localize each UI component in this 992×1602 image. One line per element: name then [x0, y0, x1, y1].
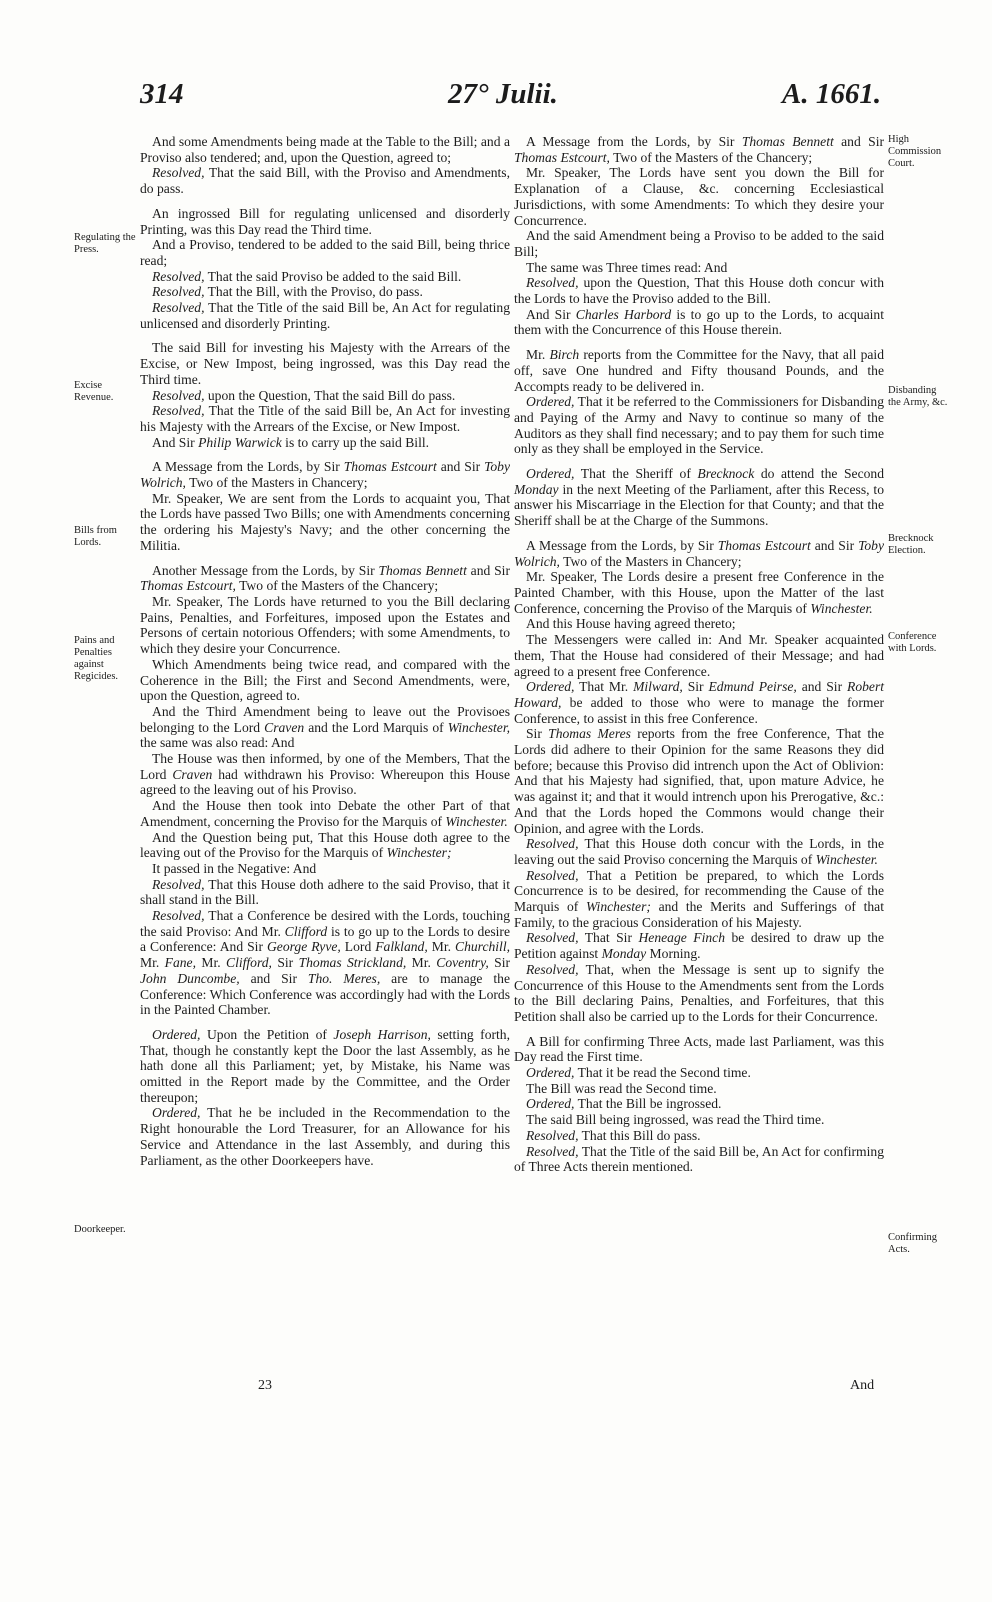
paragraph: Resolved, That the Title of the said Bill be, An Act for regulating unlicensed and disorderly Printing. [140, 300, 510, 331]
margin-note-bills-from-lords: Bills from Lords. [74, 525, 117, 548]
header-date: 27° Julii. [448, 78, 558, 110]
paragraph: And a Proviso, tendered to be added to the said Bill, being thrice read; [140, 237, 510, 268]
paragraph: Another Message from the Lords, by Sir Thomas Bennett and Sir Thomas Estcourt, Two of the Masters of the Chancery; [140, 562, 510, 594]
paragraph: And the said Amendment being a Proviso to be added to the said Bill; [514, 228, 884, 259]
paragraph: The Messengers were called in: And Mr. Speaker acquainted them, That the House had considered of their Message; and had agreed to a present free Conference. [514, 632, 884, 679]
paragraph: Mr. Speaker, The Lords desire a present free Conference in the Painted Chamber, with this House, upon the Matter of the last Conference, concerning the Proviso of the Marquis of Winchester. [514, 569, 884, 616]
paragraph: The Bill was read the Second time. [526, 1080, 717, 1096]
header-year: A. 1661. [782, 78, 882, 110]
paragraph: Resolved, upon the Question, That this House doth concur with the Lords to have the Proviso added to the Bill. [514, 275, 884, 307]
paragraph: And this House having agreed thereto; [526, 616, 736, 632]
paragraph: Ordered, That it be referred to the Commissioners for Disbanding and Paying of the Army and Navy to continue so many of the Auditors as they shall find necessary; and to pay them for such time only as they shall be employed in the Service. [514, 394, 884, 457]
paragraph: Resolved, That the said Proviso be added to the said Bill. [152, 268, 462, 284]
paragraph: Resolved, That the Title of the said Bill be, An Act for investing his Majesty with the Arrears of the Excise, or New Impost. [140, 403, 510, 434]
paragraph: Resolved, That the Bill, with the Proviso, do pass. [152, 284, 423, 300]
paragraph: It passed in the Negative: And [152, 860, 317, 876]
paragraph: Resolved, That the Title of the said Bill be, An Act for confirming of Three Acts therein mentioned. [514, 1143, 884, 1175]
paragraph: A Message from the Lords, by Sir Thomas Estcourt and Sir Toby Wolrich, Two of the Masters in Chancery; [514, 537, 885, 569]
paragraph: Ordered, Upon the Petition of Joseph Harrison, setting forth, That, though he constantly kept the Door the last Assembly, as he hath done all this Parliament; yet, by Mistake, his Name was omitted in the Report made by the Committee, and the Order thereupon; [140, 1026, 510, 1105]
paragraph: Resolved, upon the Question, That the said Bill do pass. [152, 387, 456, 403]
paragraph: Resolved, That this House doth concur with the Lords, in the leaving out the said Proviso concerning the Marquis of Winchester. [514, 836, 884, 867]
paragraph: And Sir Charles Harbord is to go up to the Lords, to acquaint them with the Concurrence of this House therein. [514, 306, 884, 338]
paragraph: And Sir Philip Warwick is to carry up the said Bill. [152, 434, 430, 450]
paragraph: Resolved, That the said Bill, with the Proviso and Amendments, do pass. [140, 165, 510, 197]
left-column [140, 134, 510, 1168]
running-header [0, 78, 992, 118]
paragraph: Mr. Birch reports from the Committee for the Navy, that all paid off, save One hundred and Fifty thousand Pounds, and the Accompts ready to be delivered in. [514, 347, 884, 394]
margin-note-pains-penalties: Pains and Penalties against Regicides. [74, 635, 119, 682]
right-column [514, 134, 884, 1175]
signature-mark: 23 [258, 1378, 272, 1393]
paragraph: The said Bill for investing his Majesty with the Arrears of the Excise, or New Impost, being ingrossed, was this Day read the Third time. [140, 340, 510, 387]
paragraph: Resolved, That a Conference be desired with the Lords, touching the said Proviso: And Mr. Clifford is to go up to the Lords to desire a Conference: And Sir George Ryve, Lord Falkland, Mr. Churchill, Mr. Fane, Mr. Clifford, Sir Thomas Strickland, Mr. Coventry, Sir John Duncombe, and Sir Tho. Meres, are to manage the Conference: Which Conference was accordingly had with the Lords in the Painted Chamber. [140, 908, 511, 1018]
paragraph: Which Amendments being twice read, and compared with the Coherence in the Bill; the First and Second Amendments, were, upon the Question, agreed to. [140, 656, 510, 704]
paragraph: The same was Three times read: And [526, 259, 728, 275]
paragraph: Resolved, That this House doth adhere to the said Proviso, that it shall stand in the Bill. [140, 876, 510, 908]
paragraph: Mr. Speaker, We are sent from the Lords to acquaint you, That the Lords have passed Two Bills; one with Amendments concerning the ordering his Majesty's Navy; and the other concerning the Militia. [140, 490, 510, 553]
page-number: 314 [140, 78, 184, 110]
paragraph: A Bill for confirming Three Acts, made last Parliament, was this Day read the First time. [514, 1033, 884, 1065]
paragraph: Mr. Speaker, The Lords have returned to you the Bill declaring Pains, Penalties, and Forfeitures, imposed upon the Estates and Persons of certain notorious Offenders; with some Amendments, to which they desire your Concurrence. [140, 593, 510, 657]
paragraph: Ordered, That the Sheriff of Brecknock do attend the Second Monday in the next Meeting of the Parliament, after this Recess, to answer his Miscarriage in the Election for that County; and that the Sheriff shall be at the Charge of the Summons. [514, 466, 885, 529]
paragraph: And the Third Amendment being to leave out the Provisoes belonging to the Lord Craven and the Lord Marquis of Winchester, the same was also read: And [140, 703, 510, 751]
margin-note-conference: Conference with Lords. [888, 631, 937, 654]
paragraph: And the Question being put, That this House doth agree to the leaving out of the Proviso for the Marquis of Winchester; [140, 829, 510, 861]
paragraph: A Message from the Lords, by Sir Thomas Estcourt and Sir Toby Wolrich, Two of the Masters in Chancery; [140, 459, 511, 491]
margin-note-high-commission: High Commission Court. [888, 134, 942, 169]
paragraph: The said Bill being ingrossed, was read the Third time. [526, 1112, 825, 1128]
paragraph: Sir Thomas Meres reports from the free Conference, That the Lords did adhere to their Opinion for the same Reasons they did before; because this Proviso did intrench upon the Act of Oblivion: And that his Majesty had signified, that, upon mature Advice, he was against it; and that it would intrench upon his Prerogative, &c.: And that the Lords hoped the Commons would change their Opinion, and agree with the Lords. [514, 726, 884, 836]
paragraph: Ordered, That it be read the Second time. [526, 1065, 751, 1081]
paragraph: Resolved, That this Bill do pass. [526, 1127, 701, 1143]
paragraph: And the House then took into Debate the other Part of that Amendment, concerning the Proviso for the Marquis of Winchester. [140, 798, 510, 829]
margin-note-disbanding-army: Disbanding the Army, &c. [888, 385, 948, 408]
margin-note-confirming: Confirming Acts. [888, 1232, 937, 1255]
paragraph: Resolved, That a Petition be prepared, to which the Lords Concurrence is to be desired, for recommending the Cause of the Marquis of Winchester; and the Merits and Sufferings of that Family, to the gracious Consideration of his Majesty. [514, 867, 884, 930]
paragraph: Ordered, That he be included in the Recommendation to the Right honourable the Lord Treasurer, for an Allowance for his Service and Attendance in the last Assembly, and during this Parliament, as the other Doorkeepers have. [140, 1105, 510, 1168]
paragraph: Ordered, That the Bill be ingrossed. [526, 1096, 722, 1112]
paragraph: An ingrossed Bill for regulating unlicensed and disorderly Printing, was this Day read the Third time. [140, 205, 510, 237]
paragraph: Ordered, That Mr. Milward, Sir Edmund Peirse, and Sir Robert Howard, be added to those who were to manage the former Conference, to assist in this free Conference. [514, 679, 885, 726]
margin-note-brecknock: Brecknock Election. [888, 533, 934, 556]
paragraph: Resolved, That, when the Message is sent up to signify the Concurrence of this House to the Amendments sent from the Lords to the Bill declaring Pains, Penalties, and Forfeitures, that this Petition shall also be carried up to the Lords for their Concurrence. [514, 961, 884, 1024]
margin-note-regulating-press: Regulating the Press. [74, 232, 136, 255]
paragraph: A Message from the Lords, by Sir Thomas Bennett and Sir Thomas Estcourt, Two of the Masters of the Chancery; [514, 134, 884, 165]
paragraph: Resolved, That Sir Heneage Finch be desired to draw up the Petition against Monday Morning. [514, 930, 884, 962]
paragraph: And some Amendments being made at the Table to the Bill; and a Proviso also tendered; and, upon the Question, agreed to; [140, 134, 510, 165]
catchword: And [850, 1378, 875, 1393]
margin-note-doorkeeper: Doorkeeper. [74, 1224, 126, 1235]
paragraph: Mr. Speaker, The Lords have sent you down the Bill for Explanation of a Clause, &c. concerning Ecclesiastical Jurisdictions, with some Amendments: To which they desire your Concurrence. [514, 165, 884, 228]
margin-note-excise-revenue: Excise Revenue. [74, 380, 114, 403]
paragraph: The House was then informed, by one of the Members, That the Lord Craven had withdrawn his Proviso: Whereupon this House agreed to the leaving out of his Proviso. [140, 751, 510, 798]
